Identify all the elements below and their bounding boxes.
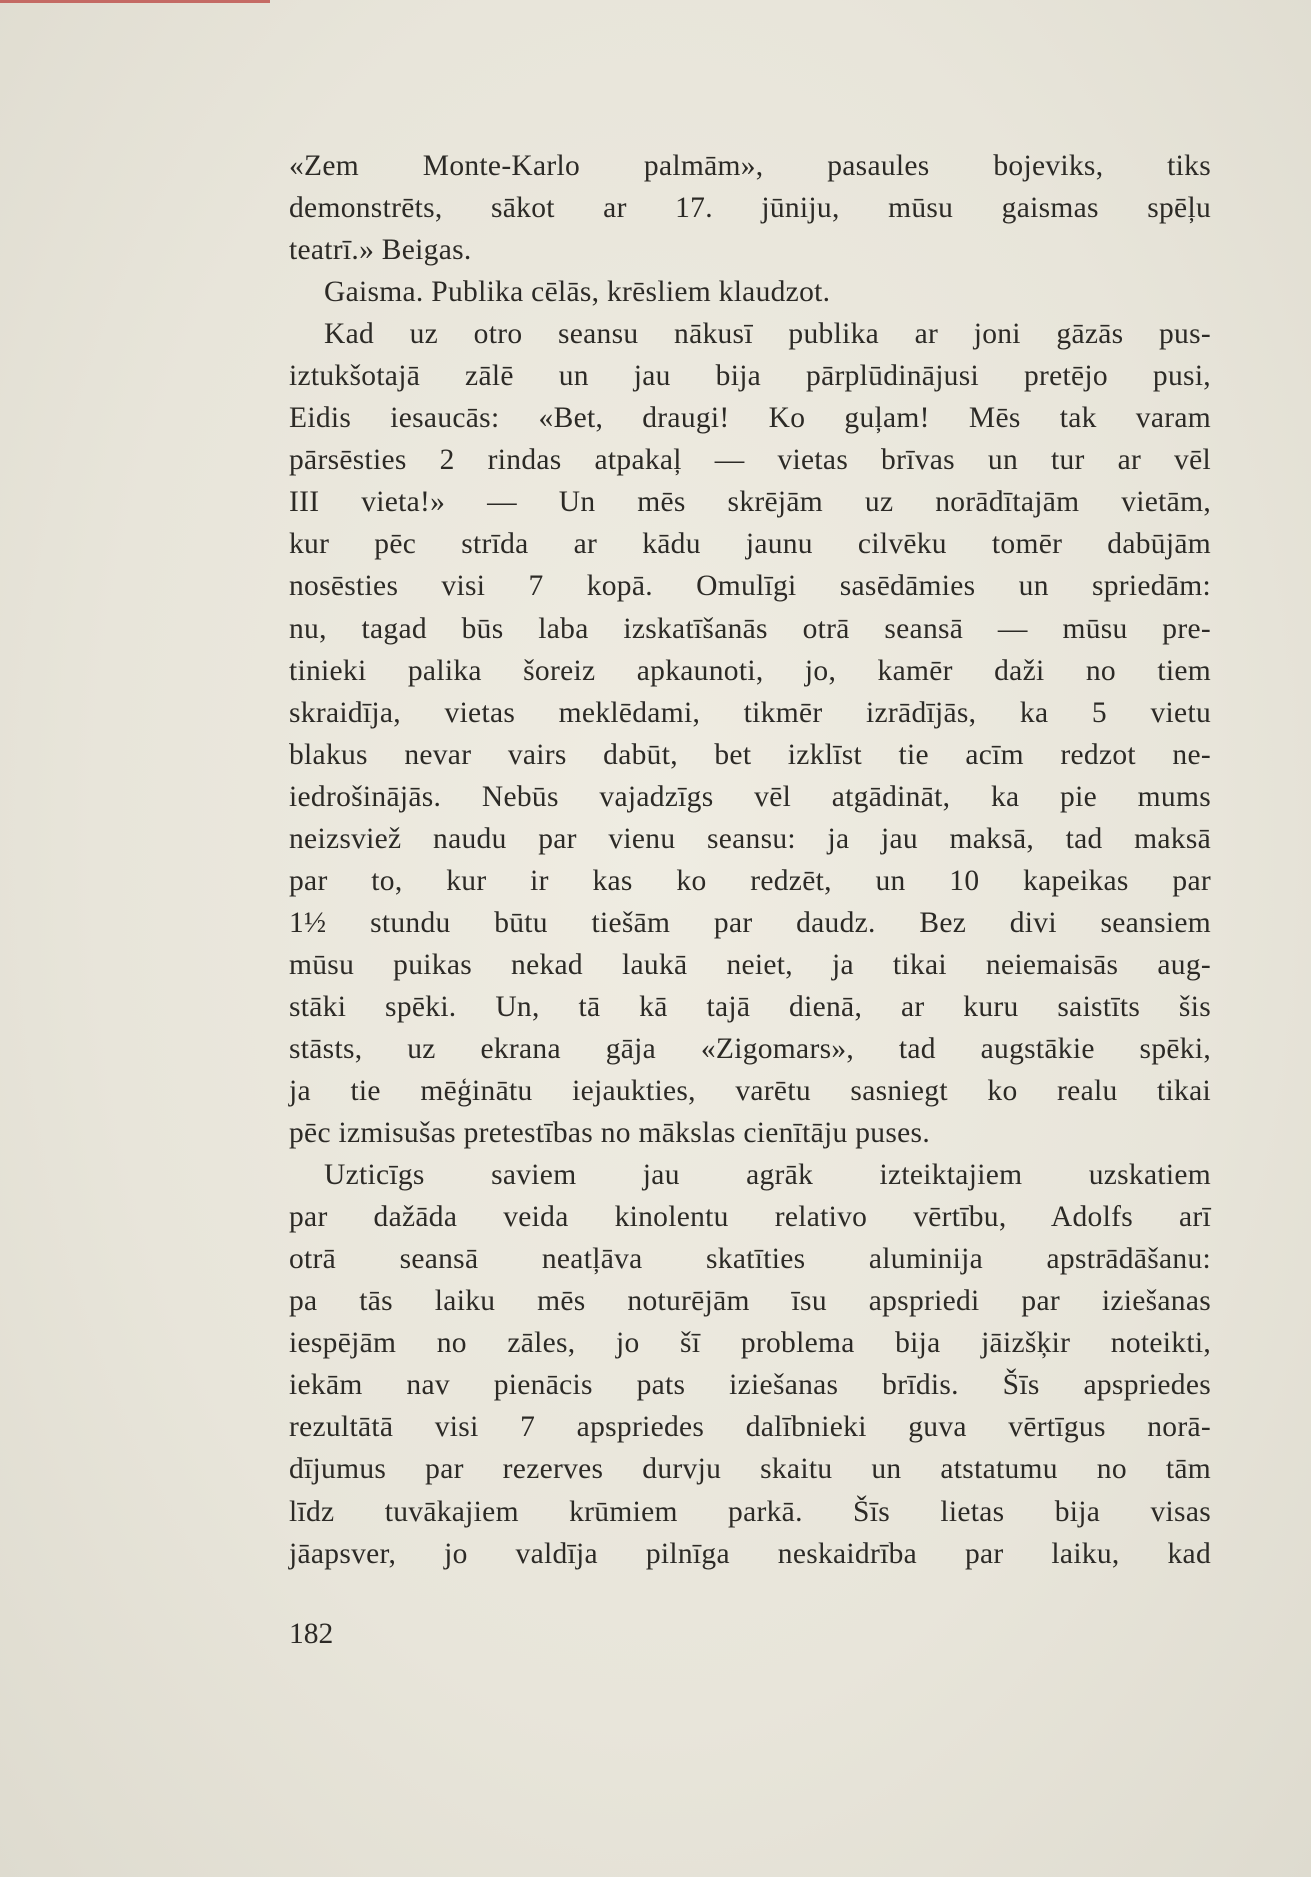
text-line: rezultātā visi 7 apspriedes dalībnieki guva vērtīgus norā- [289,1411,1211,1444]
text-line: stāsts, uz ekrana gāja «Zigomars», tad augstākie spēki, [289,1032,1211,1065]
text-line: iedrošinājās. Nebūs vajadzīgs vēl atgādināt, ka pie mums [289,780,1211,813]
text-line: tinieki palika šoreiz apkaunoti, jo, kamēr daži no tiem [289,654,1211,687]
text-line: neizsviež naudu par vienu seansu: ja jau maksā, tad maksā [289,822,1211,855]
text-line: Kad uz otro seansu nākusī publika ar joni gāzās pus- [324,318,1211,351]
text-line: 1½ stundu būtu tiešām par daudz. Bez divi seansiem [289,906,1211,939]
text-line: III vieta!» — Un mēs skrējām uz norādītajām vietām, [289,486,1211,519]
text-line: stāki spēki. Un, tā kā tajā dienā, ar kuru saistīts šis [289,990,1211,1023]
text-line: pēc izmisušas pretestības no mākslas cienītāju puses. [289,1117,930,1150]
text-line: iztukšotajā zālē un jau bija pārplūdinājusi pretējo pusi, [289,360,1211,393]
text-line: demonstrēts, sākot ar 17. jūniju, mūsu gaismas spēļu [289,192,1211,225]
body-text [289,145,1211,1575]
text-line: līdz tuvākajiem krūmiem parkā. Šīs lietas bija visas [289,1495,1211,1528]
text-line: dījumus par rezerves durvju skaitu un atstatumu no tām [289,1453,1211,1486]
page-number: 182 [289,1618,334,1650]
text-line: Gaisma. Publika cēlās, krēsliem klaudzot. [324,276,831,309]
text-line: mūsu puikas nekad laukā neiet, ja tikai neiemaisās aug- [289,948,1211,981]
text-line: otrā seansā neatļāva skatīties aluminija apstrādāšanu: [289,1243,1211,1276]
text-line: iekām nav pienācis pats iziešanas brīdis. Šīs apspriedes [289,1369,1211,1402]
text-line: blakus nevar vairs dabūt, bet izklīst tie acīm redzot ne- [289,738,1211,771]
text-line: pa tās laiku mēs noturējām īsu apspriedi par iziešanas [289,1285,1211,1318]
text-line: par dažāda veida kinolentu relativo vērtību, Adolfs arī [289,1201,1211,1234]
text-line: ja tie mēģinātu iejaukties, varētu sasniegt ko realu tikai [289,1075,1211,1108]
text-line: pārsēsties 2 rindas atpakaļ — vietas brīvas un tur ar vēl [289,444,1211,477]
text-line: iespējām no zāles, jo šī problema bija jāizšķir noteikti, [289,1327,1211,1360]
text-line: par to, kur ir kas ko redzēt, un 10 kapeikas par [289,864,1211,897]
text-line: jāapsver, jo valdīja pilnīga neskaidrība par laiku, kad [289,1537,1211,1570]
text-line: teatrī.» Beigas. [289,234,472,267]
text-line: nu, tagad būs laba izskatīšanās otrā seansā — mūsu pre- [289,612,1211,645]
text-line: skraidīja, vietas meklēdami, tikmēr izrādījās, ka 5 vietu [289,696,1211,729]
text-line: Uzticīgs saviem jau agrāk izteiktajiem uzskatiem [324,1159,1211,1192]
text-line: kur pēc strīda ar kādu jaunu cilvēku tomēr dabūjām [289,528,1211,561]
text-line: «Zem Monte-Karlo palmām», pasaules bojeviks, tiks [289,150,1211,182]
page-edge-mark [0,0,270,3]
text-line: Eidis iesaucās: «Bet, draugi! Ko guļam! Mēs tak varam [289,402,1211,435]
text-line: nosēsties visi 7 kopā. Omulīgi sasēdāmies un spriedām: [289,570,1211,603]
